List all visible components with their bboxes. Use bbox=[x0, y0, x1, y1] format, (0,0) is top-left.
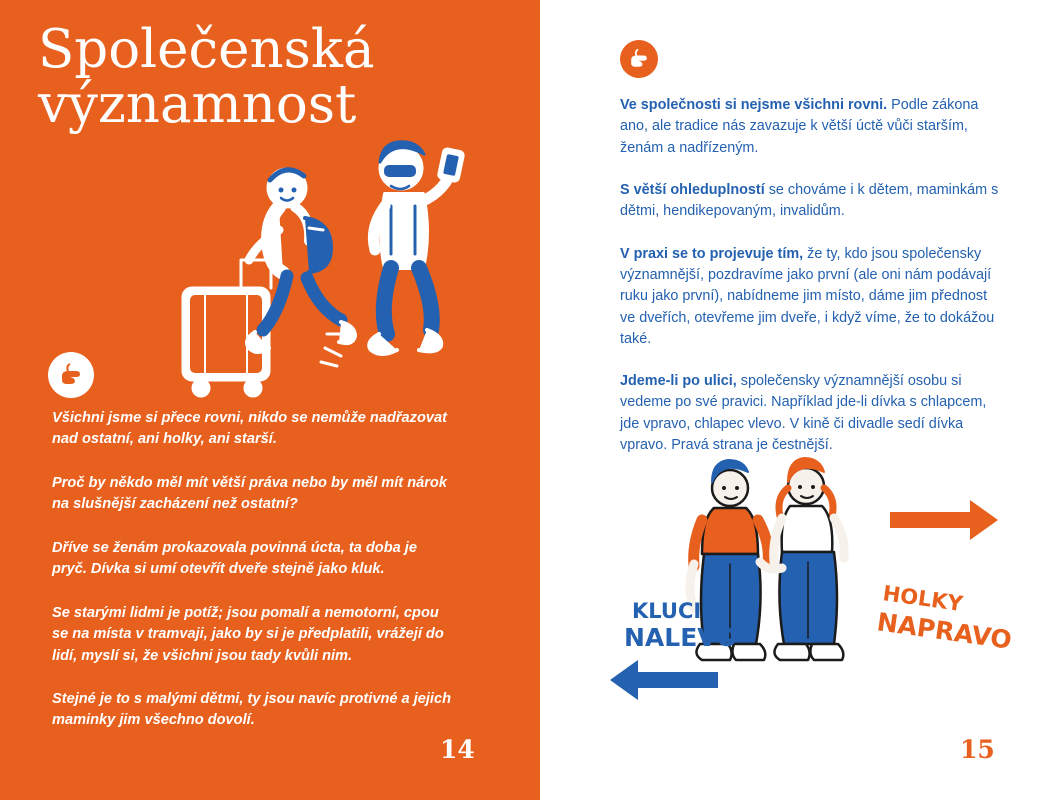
svg-text:HOLKY: HOLKY bbox=[881, 581, 965, 617]
paragraph: Se starými lidmi je potíž; jsou pomalí a nemotorní, cpou se na místa v tramvaji, jako by si je předplatili, vrážejí do lidí, myslí si, že všichni jsou tady kvůli nim. bbox=[52, 604, 444, 664]
paragraph-lead: Ve společnosti si nejsme všichni rovni. bbox=[620, 97, 888, 113]
right-body-text bbox=[620, 95, 1002, 477]
svg-text:NALEVO: NALEVO bbox=[624, 623, 738, 652]
paragraph bbox=[620, 244, 1002, 351]
paragraph bbox=[620, 95, 1002, 159]
left-body-text bbox=[52, 408, 452, 754]
paragraph: Proč by někdo měl mít větší práva nebo by měl mít nárok na slušnější zacházení než ostatní? bbox=[52, 474, 447, 513]
paragraph-lead: Jdeme-li po ulici, bbox=[620, 373, 737, 390]
svg-text:KLUCI: KLUCI bbox=[632, 599, 702, 623]
hand-pointing-icon bbox=[48, 352, 94, 398]
svg-text:NAPRAVO: NAPRAVO bbox=[875, 607, 1014, 655]
page-number-right: 15 bbox=[960, 735, 995, 764]
paragraph-rest: společensky významnější osobu si vedeme po své pravici. Například jde-li dívka s chlapcem, jde vpravo, chlapec vlevo. V kině či divadle sedí dívka vpravo. Pravá strana je čestnější. bbox=[620, 373, 987, 454]
hand-pointing-icon bbox=[620, 40, 658, 78]
paragraph-lead: V praxi se to projevuje tím, bbox=[620, 245, 804, 262]
paragraph: Všichni jsme si přece rovni, nikdo se nemůže nadřazovat nad ostatní, ani holky, ani starší. bbox=[52, 410, 447, 448]
page-title-line2: významnost bbox=[38, 74, 357, 136]
paragraph-rest: se chováme i k dětem, maminkám s dětmi, hendikepovaným, invalidům. bbox=[620, 181, 999, 220]
paragraph: Dříve se ženám prokazovala povinná úcta, ta doba je pryč. Dívka si umí otevřít dveře stejně jako kluk. bbox=[52, 539, 417, 578]
left-illustration bbox=[175, 110, 535, 410]
paragraph-lead: S větší ohleduplností bbox=[620, 181, 765, 198]
paragraph-rest: že ty, kdo jsou společensky významnější, pozdravíme jako první (ale oni nám podávají ruku jako první), nabídneme jim místo, dáme jim přednost ve dveřích, otevřeme jim dveře, i když víme, že to dokážou také. bbox=[620, 245, 995, 347]
paragraph: Stejné je to s malými dětmi, ty jsou navíc protivné a jejich maminky jim všechno dovolí. bbox=[52, 690, 452, 729]
paragraph bbox=[620, 180, 1002, 223]
right-page bbox=[540, 0, 1040, 800]
paragraph-rest: Podle zákona ano, ale tradice nás zavazuje k větší úctě vůči starším, ženám a nadřízeným. bbox=[620, 97, 979, 156]
right-illustration bbox=[590, 440, 1020, 730]
page-number-left: 14 bbox=[440, 735, 475, 764]
page-title-line1: Společenská bbox=[38, 19, 375, 80]
